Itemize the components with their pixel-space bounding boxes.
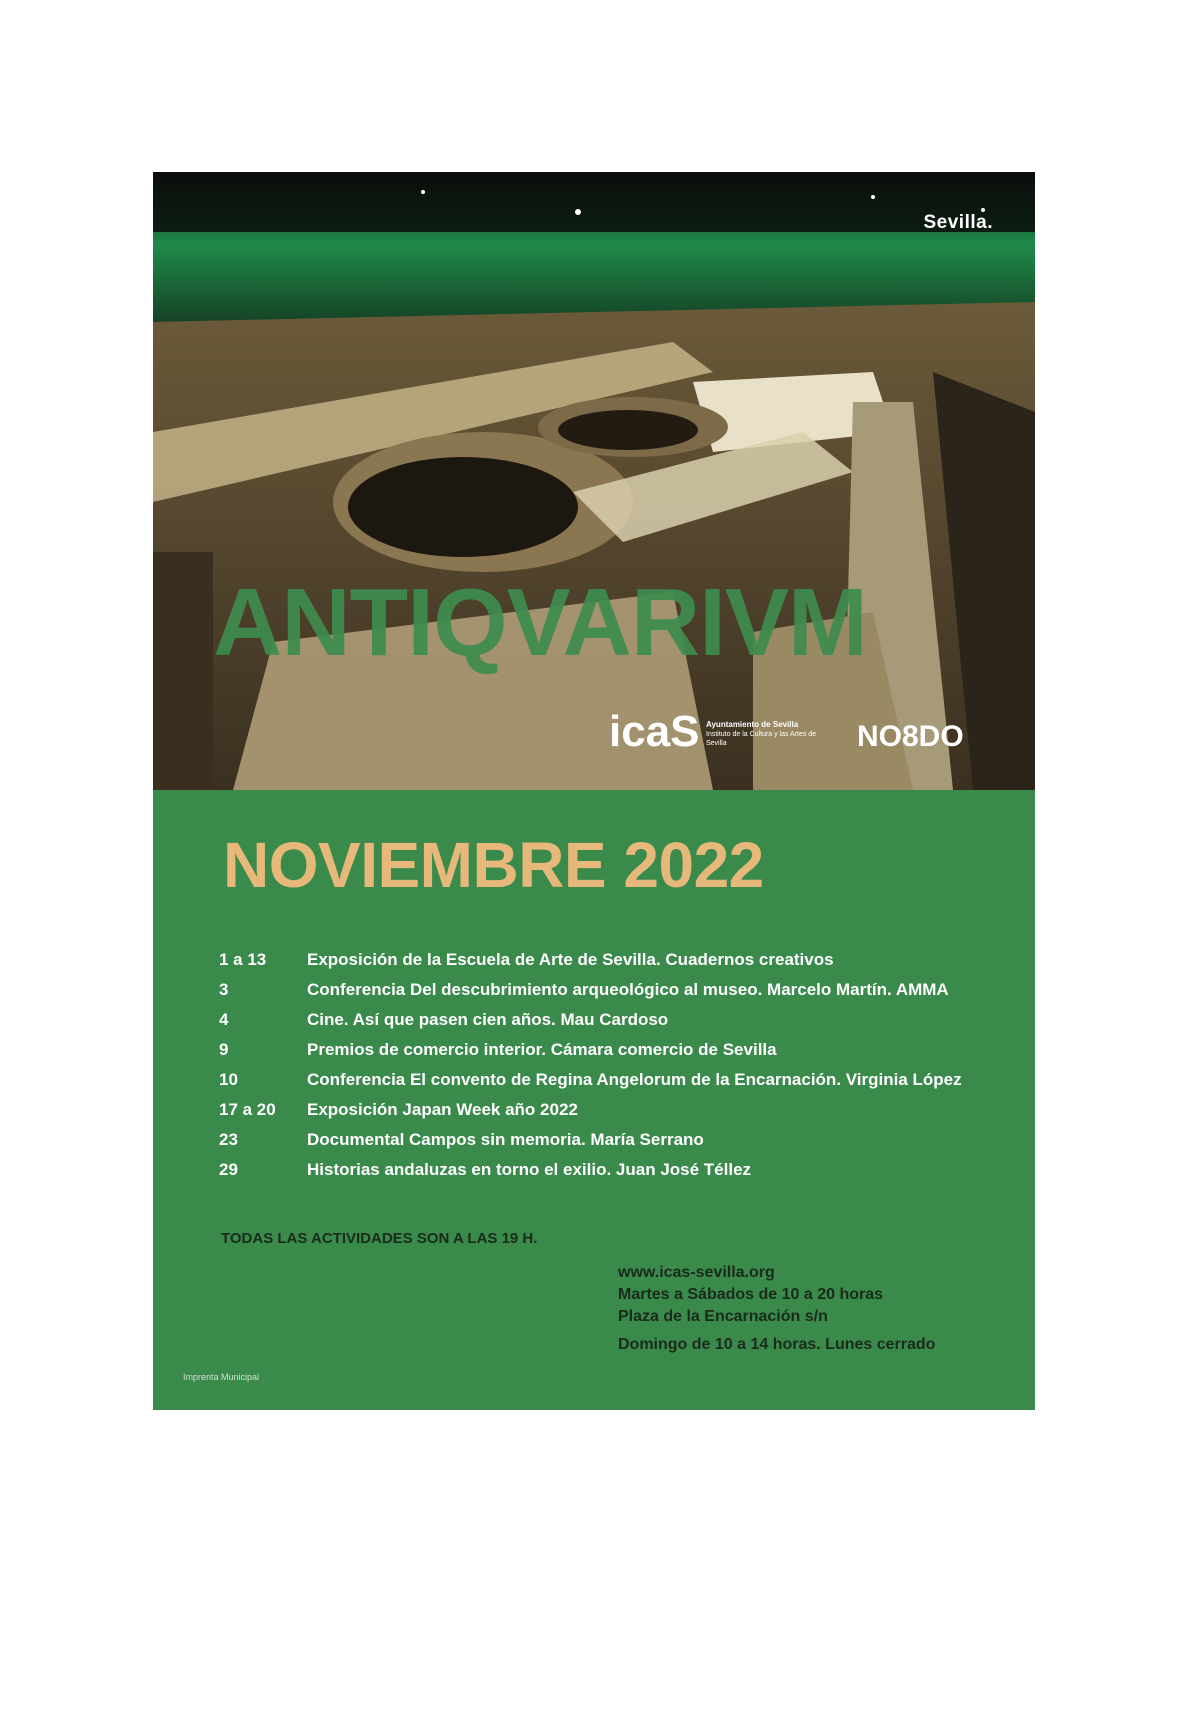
event-date: 9 bbox=[219, 1040, 229, 1059]
poster bbox=[153, 172, 1035, 1410]
event-row bbox=[219, 975, 1019, 1005]
ayuntamiento-text: Ayuntamiento de Sevilla bbox=[706, 720, 799, 729]
website-link[interactable]: www.icas-sevilla.org bbox=[618, 1264, 775, 1281]
event-description: Exposición de la Escuela de Arte de Sevilla. Cuadernos creativos bbox=[307, 950, 834, 969]
month-title: NOVIEMBRE 2022 bbox=[223, 829, 764, 901]
ayuntamiento-logo bbox=[706, 720, 826, 748]
event-description: Documental Campos sin memoria. María Serrano bbox=[307, 1130, 704, 1149]
sevilla-logo-text: Sevilla. bbox=[923, 212, 993, 233]
printer-credit: Imprenta Municipal bbox=[183, 1372, 260, 1382]
ruins-photo bbox=[153, 172, 1035, 790]
event-row bbox=[219, 1095, 1019, 1125]
event-date: 17 a 20 bbox=[219, 1100, 276, 1119]
sevilla-logo bbox=[924, 212, 994, 234]
event-date: 1 a 13 bbox=[219, 950, 267, 969]
event-description: Premios de comercio interior. Cámara comercio de Sevilla bbox=[307, 1040, 777, 1059]
event-description: Conferencia Del descubrimiento arqueológico al museo. Marcelo Martín. AMMA bbox=[307, 980, 949, 999]
venue-info bbox=[618, 1262, 935, 1356]
event-date: 3 bbox=[219, 980, 229, 999]
event-description: Historias andaluzas en torno el exilio. Juan José Téllez bbox=[307, 1160, 752, 1179]
schedule-note: TODAS LAS ACTIVIDADES SON A LAS 19 H. bbox=[221, 1230, 538, 1247]
event-row bbox=[219, 1065, 1019, 1095]
event-description: Conferencia El convento de Regina Angelorum de la Encarnación. Virginia López bbox=[307, 1070, 962, 1089]
event-date: 10 bbox=[219, 1070, 238, 1089]
no8do-logo: NO8DO bbox=[857, 720, 964, 753]
event-description: Cine. Así que pasen cien años. Mau Cardoso bbox=[307, 1010, 669, 1029]
ruins-illustration bbox=[153, 172, 1035, 790]
event-date: 23 bbox=[219, 1130, 238, 1149]
event-date: 4 bbox=[219, 1010, 229, 1029]
events-list bbox=[219, 945, 1019, 1185]
address: Plaza de la Encarnación s/n bbox=[618, 1308, 828, 1325]
event-row bbox=[219, 1035, 1019, 1065]
event-row bbox=[219, 1005, 1019, 1035]
instituto-text: Instituto de la Cultura y las Artes de Sevilla bbox=[706, 731, 817, 747]
event-row bbox=[219, 1125, 1019, 1155]
event-row bbox=[219, 1155, 1019, 1185]
event-row bbox=[219, 945, 1019, 975]
sunday-hours: Domingo de 10 a 14 horas. Lunes cerrado bbox=[618, 1336, 936, 1353]
opening-hours: Martes a Sábados de 10 a 20 horas bbox=[618, 1286, 884, 1303]
icas-logo: icaS bbox=[609, 707, 700, 756]
antiquarium-title: ANTIQVARIVM bbox=[213, 569, 867, 676]
event-date: 29 bbox=[219, 1160, 238, 1179]
event-description: Exposición Japan Week año 2022 bbox=[307, 1100, 578, 1119]
